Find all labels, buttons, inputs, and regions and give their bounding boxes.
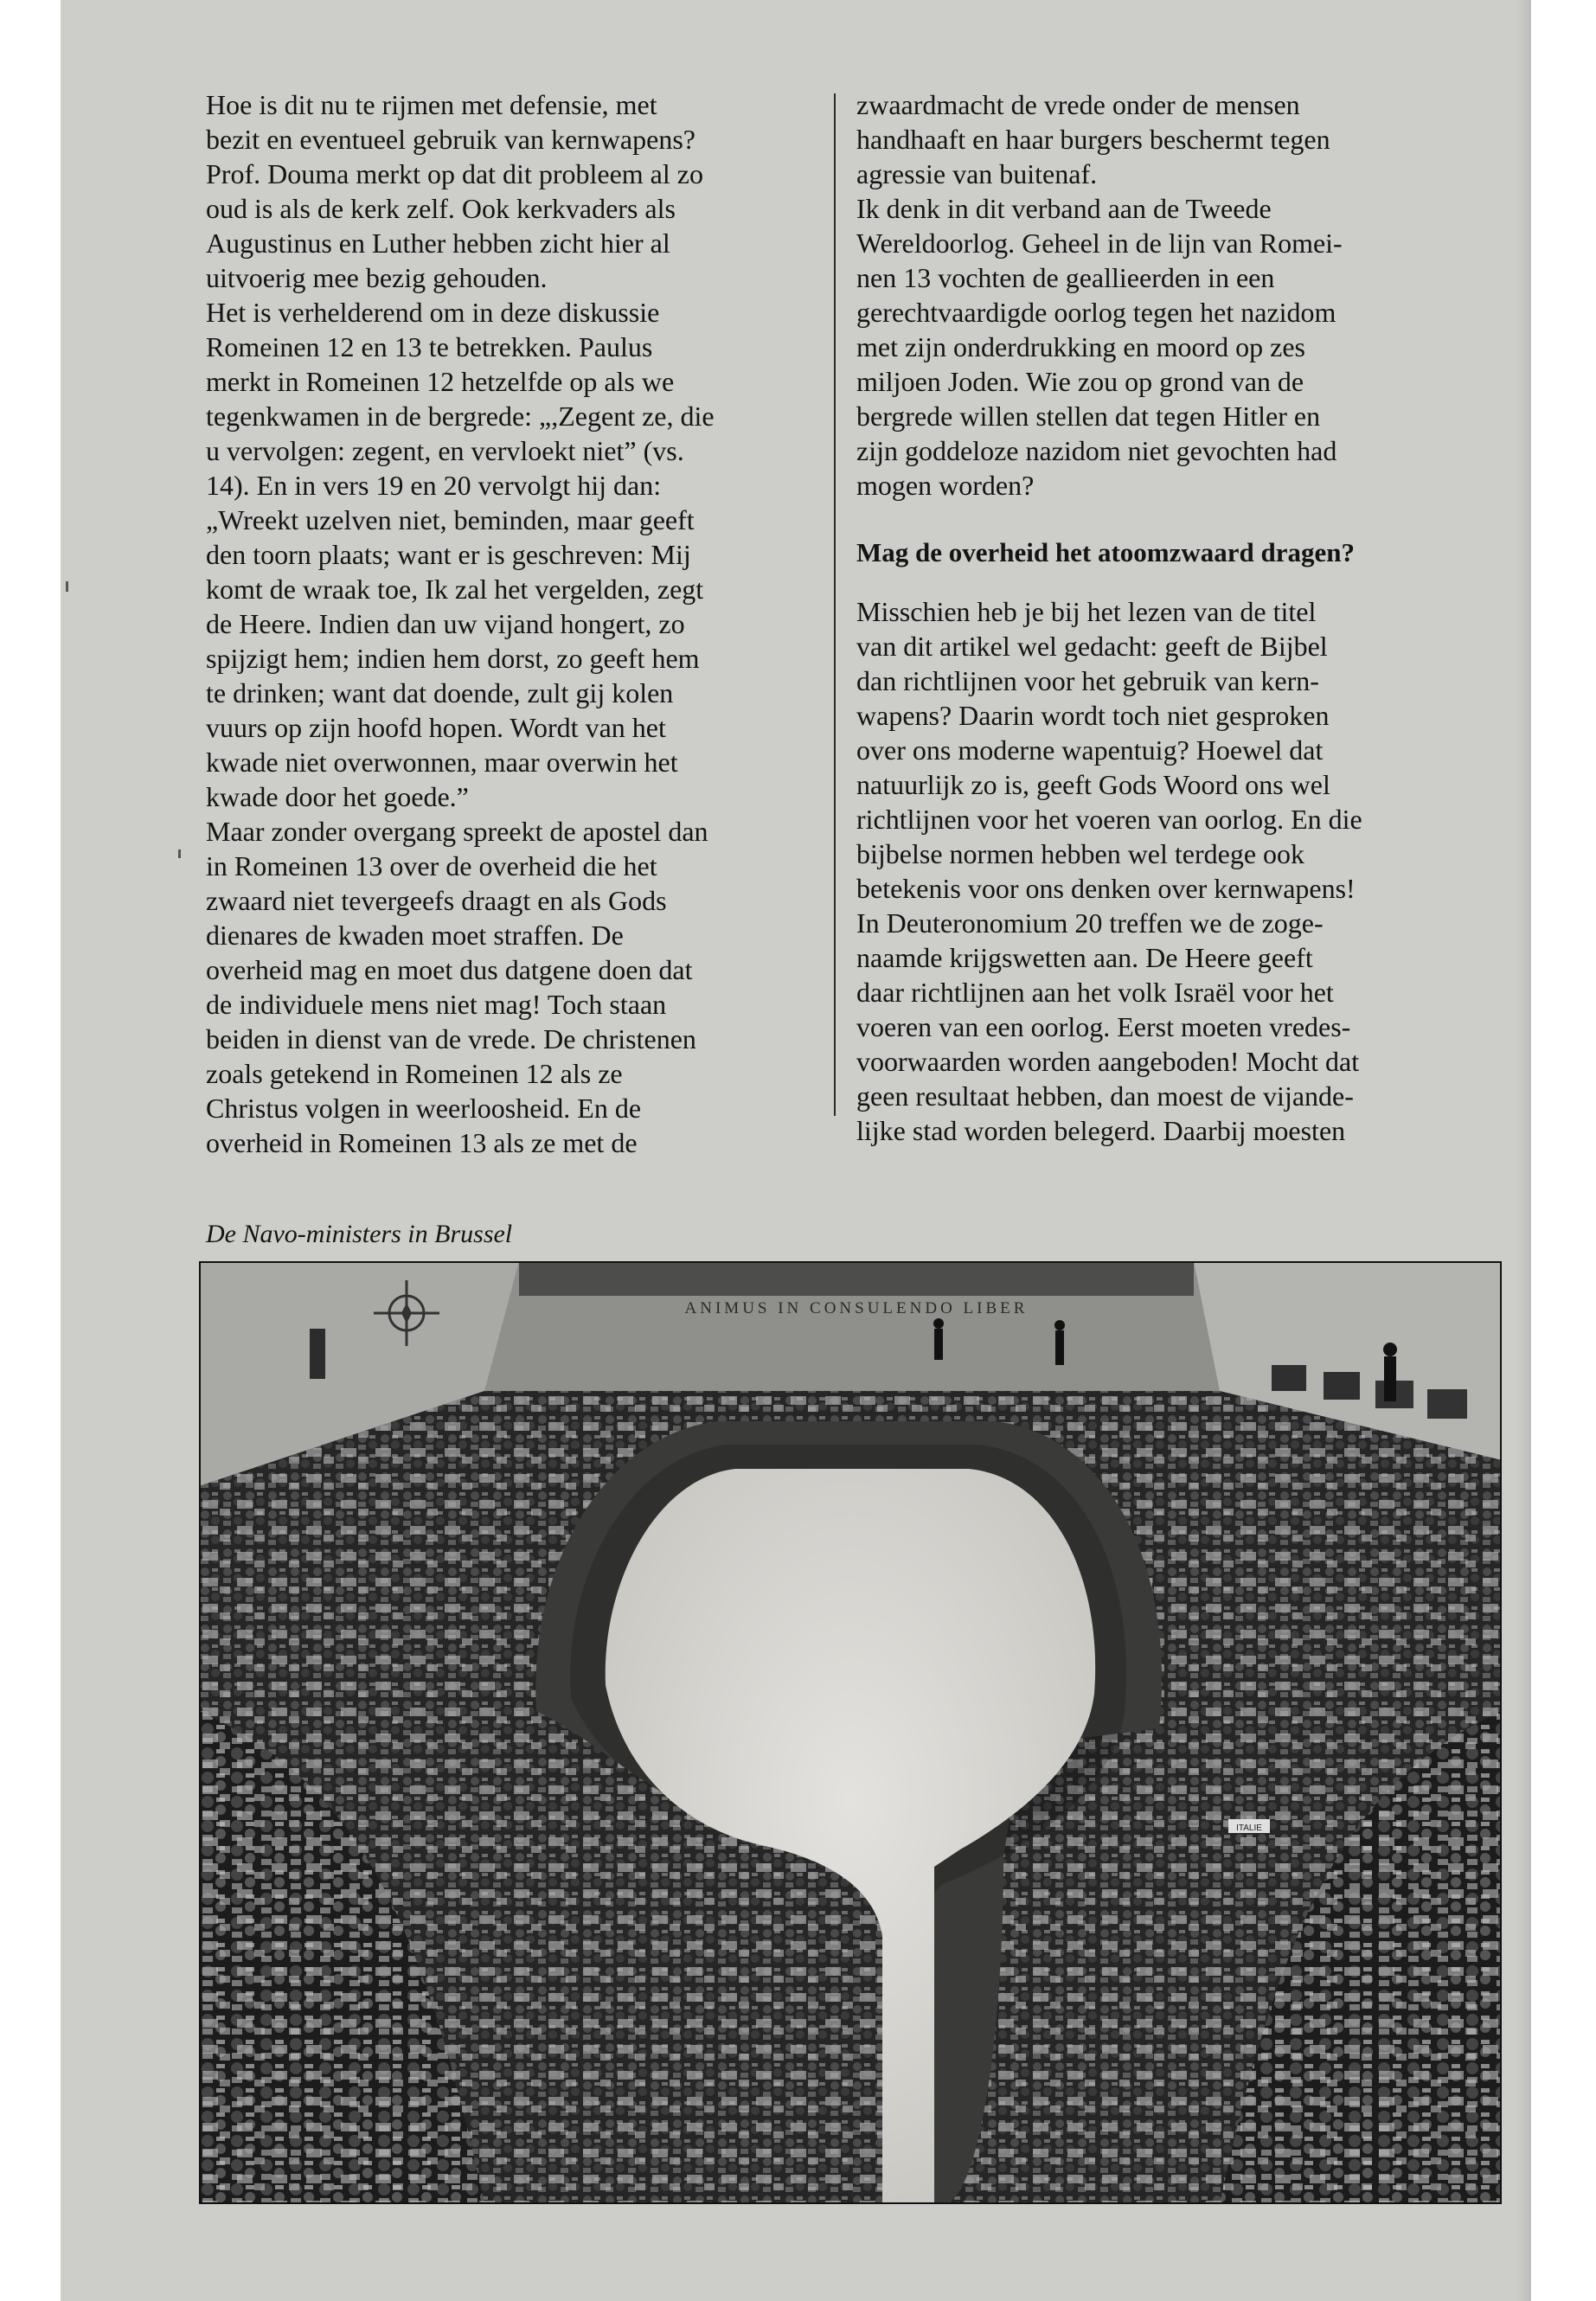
text-line: Romeinen 12 en 13 te betrekken. Paulus (206, 331, 653, 362)
text-line: vuurs op zijn hoofd hopen. Wordt van het (206, 712, 666, 743)
text-line: overheid mag en moet dus datgene doen dat (206, 954, 693, 985)
text-line: spijzigt hem; indien hem dorst, zo geeft hem (206, 643, 700, 674)
wall-screen (1427, 1389, 1467, 1419)
text-line: Misschien heb je bij het lezen van de titel (856, 596, 1317, 627)
article-right-column (856, 87, 1479, 1148)
text-line: In Deuteronomium 20 treffen we de zoge- (856, 907, 1324, 939)
wall-motto: ANIMUS IN CONSULENDO LIBER (684, 1299, 1029, 1317)
desk-nameplate-label: ITALIE (1236, 1823, 1262, 1833)
text-line: komt de wraak toe, Ik zal het vergelden, zegt (206, 574, 704, 605)
scan-speck (178, 849, 181, 858)
right-column-paragraphs-bottom (856, 594, 1479, 1148)
text-line: overheid in Romeinen 13 als ze met de (206, 1127, 638, 1158)
text-line: Hoe is dit nu te rijmen met defensie, met (206, 89, 657, 120)
text-line: bijbelse normen hebben wel terdege ook (856, 838, 1305, 869)
text-line: Maar zonder overgang spreekt de apostel dan (206, 816, 708, 847)
text-line: „Wreekt uzelven niet, beminden, maar geeft (206, 504, 695, 535)
text-line: Ik denk in dit verband aan de Tweede (856, 193, 1272, 224)
text-line: voeren van een oorlog. Eerst moeten vredes- (856, 1011, 1351, 1042)
text-line: zwaardmacht de vrede onder de mensen (856, 89, 1300, 120)
text-line: naamde krijgswetten aan. De Heere geeft (856, 942, 1313, 973)
text-line: Christus volgen in weerloosheid. En de (206, 1093, 642, 1124)
text-line: Augustinus en Luther hebben zicht hier al (206, 228, 670, 259)
text-line: Het is verhelderend om in deze diskussie (206, 297, 660, 328)
paper-edge-shadow (1516, 0, 1531, 2301)
text-line: de Heere. Indien dan uw vijand hongert, zo (206, 608, 685, 639)
text-line: nen 13 vochten de geallieerden in een (856, 262, 1275, 293)
text-line: natuurlijk zo is, geeft Gods Woord ons wel (856, 769, 1330, 800)
right-column-paragraphs-top (856, 87, 1479, 503)
section-heading: Mag de overheid het atoomzwaard dragen? (856, 537, 1355, 567)
text-line: u vervolgen: zegent, en vervloekt niet” (vs. (206, 435, 684, 466)
text-line: de individuele mens niet mag! Toch staan (206, 989, 667, 1020)
text-line: mogen worden? (856, 470, 1035, 501)
text-line: bergrede willen stellen dat tegen Hitler en (856, 401, 1321, 432)
motto-band (519, 1261, 1194, 1296)
text-line: zijn goddeloze nazidom niet gevochten had (856, 435, 1337, 466)
text-line: bezit en eventueel gebruik van kernwapens? (206, 124, 695, 155)
text-line: miljoen Joden. Wie zou op grond van de (856, 366, 1304, 397)
text-line: kwade door het goede.” (206, 781, 469, 812)
text-line: te drinken; want dat doende, zult gij kolen (206, 677, 674, 708)
scan-speck (66, 581, 68, 592)
text-line: dan richtlijnen voor het gebruik van kern- (856, 665, 1319, 696)
text-line: van dit artikel wel gedacht: geeft de Bijbel (856, 631, 1328, 662)
text-line: voorwaarden worden aangeboden! Mocht dat (856, 1046, 1360, 1077)
text-line: 14). En in vers 19 en 20 vervolgt hij dan: (206, 470, 662, 501)
wall-window (310, 1329, 325, 1379)
text-line: handhaaft en haar burgers beschermt tegen (856, 124, 1330, 155)
photo-caption: De Navo-ministers in Brussel (206, 1220, 513, 1248)
text-line: betekenis voor ons denken over kernwapens! (856, 873, 1356, 904)
text-line: daar richtlijnen aan het volk Israël voor het (856, 977, 1334, 1008)
text-line: dienares de kwaden moet straffen. De (206, 920, 624, 951)
text-line: uitvoerig mee bezig gehouden. (206, 262, 548, 293)
text-line: richtlijnen voor het voeren van oorlog. En die (856, 804, 1362, 835)
meeting-hall-illustration (199, 1261, 1502, 2204)
wall-screen (1324, 1372, 1360, 1400)
text-line: merkt in Romeinen 12 hetzelfde op als we (206, 366, 675, 397)
text-line: Wereldoorlog. Geheel in de lijn van Romei- (856, 228, 1343, 259)
wall-screen (1272, 1365, 1306, 1391)
text-line: agressie van buitenaf. (856, 158, 1098, 189)
text-line: in Romeinen 13 over de overheid die het (206, 850, 657, 881)
text-line: geen resultaat hebben, dan moest de vijande- (856, 1080, 1354, 1112)
text-line: den toorn plaats; want er is geschreven: Mij (206, 539, 691, 570)
nato-meeting-photo (199, 1261, 1502, 2204)
text-line: zoals getekend in Romeinen 12 als ze (206, 1058, 623, 1089)
text-line: met zijn onderdrukking en moord op zes (856, 331, 1305, 362)
column-divider (834, 93, 836, 1116)
text-line: oud is als de kerk zelf. Ook kerkvaders als (206, 193, 676, 224)
text-line: gerechtvaardigde oorlog tegen het nazidom (856, 297, 1336, 328)
text-line: Prof. Douma merkt op dat dit probleem al zo (206, 158, 703, 189)
text-line: tegenkwamen in de bergrede: „,Zegent ze, die (206, 401, 715, 432)
text-line: over ons moderne wapentuig? Hoewel dat (856, 734, 1324, 766)
article-left-column (206, 87, 811, 1160)
text-line: wapens? Daarin wordt toch niet gesproken (856, 700, 1330, 731)
text-line: zwaard niet tevergeefs draagt en als Gods (206, 885, 667, 916)
text-line: beiden in dienst van de vrede. De christenen (206, 1023, 696, 1054)
text-line: kwade niet overwonnen, maar overwin het (206, 747, 678, 778)
text-line: lijke stad worden belegerd. Daarbij moesten (856, 1115, 1346, 1146)
